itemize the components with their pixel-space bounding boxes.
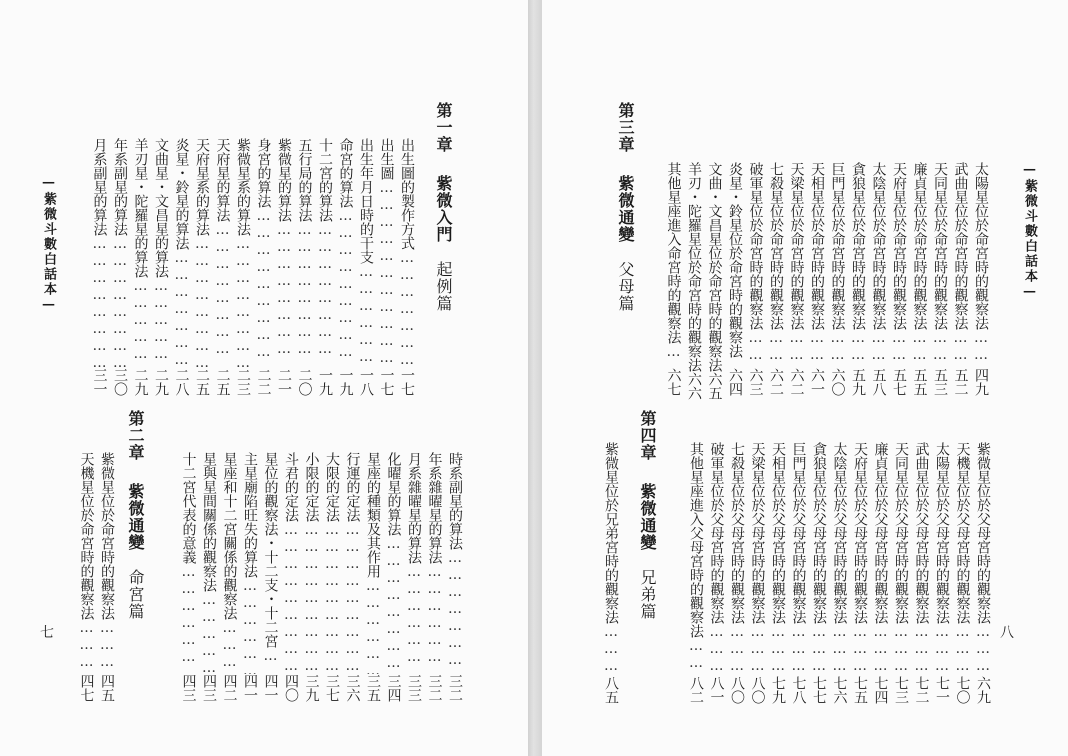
chapter-title: 紫微通變	[616, 175, 635, 243]
toc-entry	[790, 442, 808, 704]
toc-leader-dots	[275, 222, 293, 368]
toc-leader-dots	[132, 278, 150, 368]
toc-entry-page: 二五	[214, 368, 231, 396]
toc-leader-dots	[180, 564, 198, 674]
toc-entry-page: 二九	[132, 368, 149, 396]
toc-entry-page: 四七	[78, 674, 95, 702]
toc-entry-page: 二五	[194, 368, 210, 396]
toc-entry-page: 七九	[770, 676, 786, 704]
toc-entry-title: 天同星位於父母宮時的觀察法	[893, 442, 909, 624]
toc-leader-dots	[385, 536, 403, 674]
chapter-subtitle: 起例篇	[434, 261, 453, 312]
toc-leader-dots	[241, 578, 259, 674]
toc-leader-dots	[221, 620, 239, 674]
toc-leader-dots	[974, 624, 992, 676]
toc-leader-dots	[602, 624, 620, 676]
toc-entry	[398, 138, 416, 396]
toc-entry-title: 天府星位於命宮時的觀察法	[891, 162, 907, 330]
toc-entry-page: 七五	[852, 676, 868, 704]
toc-leader-dots	[829, 330, 847, 368]
toc-entry	[870, 162, 888, 396]
toc-entry	[665, 162, 683, 396]
toc-entry-title: 十二宮代表的意義	[180, 452, 197, 564]
toc-entry-page: 四一	[242, 674, 258, 702]
toc-entry-page: 七八	[790, 676, 807, 704]
toc-leader-dots	[872, 624, 890, 676]
toc-entry	[337, 138, 355, 396]
toc-entry-page: 三三	[406, 674, 422, 702]
toc-entry-page: 八一	[708, 676, 725, 704]
toc-leader-dots	[913, 624, 931, 676]
toc-entry-title: 文曲星・文昌星的算法	[153, 138, 169, 278]
toc-entry-page: 一八	[358, 368, 374, 396]
toc-entry	[200, 452, 218, 702]
toc-entry-title: 巨門星位於父母宮時的觀察法	[790, 442, 807, 624]
toc-entry-page: 六九	[975, 676, 991, 704]
toc-entry-page: 二二	[255, 368, 272, 396]
toc-entry-page: 二九	[153, 368, 169, 396]
toc-leader-dots	[303, 522, 321, 674]
toc-entry-page: 一七	[399, 368, 415, 396]
toc-entry-title: 大限的定法	[324, 452, 340, 522]
toc-entry-title: 太陽星位於命宮時的觀察法	[973, 162, 989, 330]
toc-entry	[78, 452, 96, 702]
toc-entry	[747, 162, 765, 396]
toc-leader-dots	[78, 620, 96, 674]
toc-entry-title: 太陽星位於父母宮時的觀察法	[934, 442, 950, 624]
toc-entry-title: 出生圖的製作方式	[399, 138, 415, 250]
toc-leader-dots	[870, 330, 888, 368]
toc-leader-dots	[405, 564, 423, 674]
chapter-heading	[432, 102, 455, 312]
toc-entry-page: 五三	[932, 368, 948, 396]
toc-leader-dots	[234, 236, 252, 368]
toc-entry-title: 化曜星的算法	[385, 452, 402, 536]
toc-leader-dots	[933, 624, 951, 676]
toc-entry	[221, 452, 239, 702]
toc-entry-title: 武曲星位於命宮時的觀察法	[952, 162, 969, 330]
toc-entry	[446, 452, 464, 702]
toc-entry-title: 天梁星位於父母宮時的觀察法	[749, 442, 766, 624]
toc-entry-page: 三六	[344, 674, 361, 702]
toc-entry-page: 四九	[973, 368, 989, 396]
toc-entry-page: 三四	[385, 674, 402, 702]
toc-leader-dots	[344, 522, 362, 674]
toc-entry-title: 天機星位於命宮時的觀察法	[78, 452, 95, 620]
toc-leader-dots	[687, 638, 705, 676]
toc-entry	[426, 452, 444, 702]
toc-entry	[193, 138, 211, 396]
toc-leader-dots	[954, 624, 972, 676]
toc-entry-title: 年系雜曜星的算法	[426, 452, 443, 564]
toc-entry-page: 七一	[934, 676, 950, 704]
toc-leader-dots	[98, 620, 116, 674]
toc-entry-page: 五八	[870, 368, 887, 396]
toc-entry-page: 五二	[952, 368, 969, 396]
chapter-number: 第二章	[126, 410, 145, 461]
toc-entry-page: 二八	[173, 368, 190, 396]
toc-entry	[851, 442, 869, 704]
toc-leader-dots	[255, 208, 273, 368]
toc-entry-page: 八〇	[729, 676, 745, 704]
toc-leader-dots	[91, 236, 109, 368]
toc-entry	[769, 442, 787, 704]
toc-entry-page: 四〇	[283, 674, 299, 702]
toc-entry	[323, 452, 341, 702]
toc-entry	[385, 452, 403, 702]
toc-entry	[364, 452, 382, 702]
toc-entry-page: 五五	[911, 368, 928, 396]
toc-entry-page: 一九	[337, 368, 354, 396]
toc-leader-dots	[849, 330, 867, 368]
toc-leader-dots	[173, 250, 191, 368]
toc-leader-dots	[892, 624, 910, 676]
toc-entry-title: 斗君的定法	[283, 452, 299, 522]
toc-entry-page: 四三	[201, 674, 217, 702]
toc-leader-dots	[728, 624, 746, 676]
toc-entry-page: 七三	[893, 676, 909, 704]
toc-entry	[706, 162, 724, 400]
running-header: —紫微斗數白話本—	[41, 175, 56, 314]
toc-leader-dots	[214, 222, 232, 368]
toc-entry	[972, 162, 990, 396]
toc-leader-dots	[193, 236, 211, 368]
toc-entry-page: 七二	[913, 676, 930, 704]
toc-entry-title: 其他星座進入父母宮時的觀察法	[688, 442, 704, 638]
chapter-subtitle: 命宮篇	[126, 569, 145, 620]
toc-entry	[954, 442, 972, 704]
toc-entry-title: 命宮的算法	[337, 138, 354, 208]
toc-entry	[296, 138, 314, 396]
toc-entry-title: 七殺星位於命宮時的觀察法	[768, 162, 784, 330]
toc-entry	[749, 442, 767, 704]
toc-entry-title: 天府星系的算法	[194, 138, 210, 236]
toc-leader-dots	[337, 208, 355, 368]
toc-entry-title: 主星廟陷旺失的算法	[242, 452, 258, 578]
toc-leader-dots	[262, 648, 280, 674]
book-gutter	[528, 0, 542, 756]
chapter-number: 第一章	[434, 102, 453, 153]
running-header: —紫微斗數白話本—	[1022, 162, 1037, 301]
toc-entry-title: 月系副星的算法	[91, 138, 108, 236]
toc-entry-page: 六四	[727, 368, 743, 396]
toc-leader-dots	[810, 624, 828, 676]
toc-entry-page: 七四	[872, 676, 889, 704]
toc-entry	[132, 138, 150, 396]
toc-leader-dots	[851, 624, 869, 676]
toc-entry-page: 三九	[303, 674, 320, 702]
toc-entry	[344, 452, 362, 702]
toc-entry	[275, 138, 293, 396]
toc-entry-page: 一七	[378, 368, 395, 396]
toc-entry-page: 三二	[447, 674, 463, 702]
toc-entry	[892, 442, 910, 704]
toc-entry	[810, 442, 828, 704]
toc-leader-dots	[747, 330, 765, 368]
toc-leader-dots	[708, 624, 726, 676]
toc-entry-page: 五九	[850, 368, 866, 396]
toc-leader-dots	[972, 330, 990, 368]
toc-entry	[913, 442, 931, 704]
toc-entry	[952, 162, 970, 396]
toc-entry-page: 三七	[324, 674, 340, 702]
toc-entry-title: 星座和十二宮關係的觀察法	[221, 452, 238, 620]
toc-leader-dots	[808, 330, 826, 368]
toc-entry	[255, 138, 273, 396]
toc-entry-title: 天相星位於命宮時的觀察法	[809, 162, 825, 330]
toc-entry-title: 羊刃・陀羅星位於命宮時的觀察法	[686, 162, 702, 372]
toc-entry	[849, 162, 867, 396]
toc-entry-title: 年系副星的算法	[112, 138, 128, 236]
toc-entry	[180, 452, 198, 702]
toc-entry-title: 天相星位於父母宮時的觀察法	[770, 442, 786, 624]
toc-entry	[767, 162, 785, 396]
toc-entry-title: 廉貞星位於父母宮時的觀察法	[872, 442, 889, 624]
toc-entry	[241, 452, 259, 702]
toc-entry	[316, 138, 334, 396]
toc-entry	[831, 442, 849, 704]
toc-entry-page: 七〇	[954, 676, 971, 704]
toc-entry-page: 一九	[317, 368, 333, 396]
toc-entry	[303, 452, 321, 702]
toc-entry-title: 天同星位於命宮時的觀察法	[932, 162, 948, 330]
toc-entry-title: 貪狼星位於命宮時的觀察法	[850, 162, 866, 330]
toc-entry-title: 巨門星位於命宮時的觀察法	[829, 162, 846, 330]
toc-entry-title: 羊刃星・陀羅星的算法	[132, 138, 149, 278]
toc-entry	[152, 138, 170, 396]
toc-entry	[282, 452, 300, 702]
toc-entry	[111, 138, 129, 396]
toc-entry-page: 八二	[688, 676, 704, 704]
toc-entry-page: 五七	[891, 368, 907, 396]
toc-entry-page: 八〇	[749, 676, 766, 704]
toc-entry-title: 出生年月日時的干支	[358, 138, 374, 264]
toc-leader-dots	[890, 330, 908, 368]
toc-entry-title: 其他星座進入命宮時的觀察法	[665, 162, 682, 344]
toc-entry-title: 天府星的算法	[214, 138, 231, 222]
toc-entry-page: 四五	[99, 674, 115, 702]
toc-entry-title: 身宮的算法	[255, 138, 272, 208]
toc-leader-dots	[323, 522, 341, 674]
toc-entry-title: 星位的觀察法・十二支・十二宮	[262, 452, 279, 648]
toc-entry-title: 破軍星位於父母宮時的觀察法	[708, 442, 725, 624]
toc-entry	[98, 452, 116, 702]
left-page	[0, 0, 528, 756]
toc-entry	[728, 442, 746, 704]
toc-entry-page: 三〇	[112, 368, 128, 396]
chapter-title: 紫微通變	[638, 483, 657, 551]
toc-entry	[708, 442, 726, 704]
toc-entry	[726, 162, 744, 396]
toc-leader-dots	[911, 330, 929, 368]
toc-entry	[378, 138, 396, 396]
toc-entry-page: 三二	[426, 674, 443, 702]
toc-leader-dots	[790, 624, 808, 676]
toc-entry-title: 紫微星的算法	[276, 138, 292, 222]
toc-entry-page: 四三	[180, 674, 197, 702]
toc-entry-page: 六二	[788, 368, 805, 396]
toc-entry	[173, 138, 191, 396]
toc-leader-dots	[788, 330, 806, 368]
toc-entry-title: 星與星間關係的觀察法	[201, 452, 217, 592]
toc-entry-page: 六三	[747, 368, 764, 396]
toc-entry-page: 六五	[706, 372, 723, 400]
toc-entry	[234, 138, 252, 396]
toc-entry-title: 貪狼星位於父母宮時的觀察法	[811, 442, 827, 624]
toc-entry-page: 四二	[221, 674, 238, 702]
toc-leader-dots	[364, 578, 382, 674]
page-number: 八	[1000, 625, 1014, 641]
toc-entry	[687, 442, 705, 704]
toc-entry-title: 炎星・鈴星位於命宮時的觀察法	[727, 162, 743, 358]
toc-entry-title: 行運的定法	[344, 452, 361, 522]
chapter-title: 紫微入門	[434, 175, 453, 243]
toc-entry	[91, 138, 109, 396]
toc-entry-title: 時系副星的算法	[447, 452, 463, 550]
chapter-subtitle: 父母篇	[616, 261, 635, 312]
toc-entry-title: 七殺星位於父母宮時的觀察法	[729, 442, 745, 624]
toc-entry	[602, 442, 620, 704]
toc-entry-title: 武曲星位於父母宮時的觀察法	[913, 442, 930, 624]
toc-entry	[262, 452, 280, 702]
toc-entry-title: 太陰星位於父母宮時的觀察法	[831, 442, 848, 624]
toc-leader-dots	[749, 624, 767, 676]
toc-entry-title: 紫微星位於命宮時的觀察法	[99, 452, 115, 620]
toc-entry-page: 六七	[665, 368, 682, 396]
toc-entry-title: 紫微星系的算法	[235, 138, 251, 236]
chapter-heading	[636, 410, 659, 620]
toc-leader-dots	[831, 624, 849, 676]
toc-leader-dots	[200, 592, 218, 674]
chapter-subtitle: 兄弟篇	[638, 569, 657, 620]
toc-entry-title: 天府星位於父母宮時的觀察法	[852, 442, 868, 624]
toc-entry	[685, 162, 703, 400]
toc-entry-title: 星座的種類及其作用	[365, 452, 381, 578]
toc-entry-title: 天機星位於父母宮時的觀察法	[954, 442, 971, 624]
chapter-number: 第四章	[638, 410, 657, 461]
toc-entry-title: 月系雜曜星的算法	[406, 452, 422, 564]
toc-leader-dots	[769, 624, 787, 676]
toc-entry-page: 六六	[686, 372, 702, 400]
toc-entry-title: 破軍星位於命宮時的觀察法	[747, 162, 764, 330]
toc-entry-page: 三一	[91, 368, 108, 396]
page-number: 七	[40, 625, 54, 641]
toc-entry-title: 出生圖	[378, 138, 395, 180]
toc-leader-dots	[426, 564, 444, 674]
toc-leader-dots	[357, 264, 375, 368]
toc-entry-page: 二一	[276, 368, 292, 396]
toc-leader-dots	[726, 358, 744, 368]
toc-entry	[357, 138, 375, 396]
toc-entry-page: 八五	[603, 676, 619, 704]
right-page	[542, 0, 1068, 756]
toc-entry-title: 五行局的算法	[296, 138, 313, 222]
toc-entry-page: 二〇	[296, 368, 313, 396]
toc-leader-dots	[767, 330, 785, 368]
toc-entry	[931, 162, 949, 396]
toc-leader-dots	[931, 330, 949, 368]
toc-leader-dots	[111, 236, 129, 368]
toc-leader-dots	[296, 222, 314, 368]
chapter-heading	[614, 102, 637, 312]
toc-entry-title: 紫微星位於父母宮時的觀察法	[975, 442, 991, 624]
toc-leader-dots	[316, 222, 334, 368]
toc-entry-title: 十二宮的算法	[317, 138, 333, 222]
toc-entry	[890, 162, 908, 396]
chapter-heading	[124, 410, 147, 620]
toc-entry	[405, 452, 423, 702]
toc-entry	[788, 162, 806, 396]
chapter-number: 第三章	[616, 102, 635, 153]
toc-leader-dots	[952, 330, 970, 368]
toc-entry-page: 二三	[235, 368, 251, 396]
toc-entry-title: 文曲・文昌星位於命宮時的觀察法	[706, 162, 723, 372]
toc-entry-title: 小限的定法	[303, 452, 320, 522]
toc-leader-dots	[398, 250, 416, 368]
toc-leader-dots	[152, 278, 170, 368]
toc-entry	[808, 162, 826, 396]
toc-leader-dots	[446, 550, 464, 674]
toc-entry-page: 七六	[831, 676, 848, 704]
toc-entry-title: 天梁星位於命宮時的觀察法	[788, 162, 805, 330]
toc-entry-page: 七七	[811, 676, 827, 704]
toc-entry-page: 三五	[365, 674, 381, 702]
toc-entry	[872, 442, 890, 704]
toc-entry-title: 廉貞星位於命宮時的觀察法	[911, 162, 928, 330]
toc-entry-page: 四一	[262, 674, 279, 702]
toc-entry-page: 六一	[809, 368, 825, 396]
toc-entry	[829, 162, 847, 396]
toc-entry	[214, 138, 232, 396]
toc-entry-page: 六〇	[829, 368, 846, 396]
toc-leader-dots	[665, 344, 683, 368]
toc-entry	[974, 442, 992, 704]
toc-entry-title: 炎星・鈴星的算法	[173, 138, 190, 250]
toc-entry-title: 太陰星位於命宮時的觀察法	[870, 162, 887, 330]
toc-leader-dots	[282, 522, 300, 674]
toc-leader-dots	[378, 180, 396, 368]
toc-entry-title: 紫微星位於兄弟宮時的觀察法	[603, 442, 619, 624]
toc-entry	[911, 162, 929, 396]
toc-entry	[933, 442, 951, 704]
toc-entry-page: 六二	[768, 368, 784, 396]
chapter-title: 紫微通變	[126, 483, 145, 551]
